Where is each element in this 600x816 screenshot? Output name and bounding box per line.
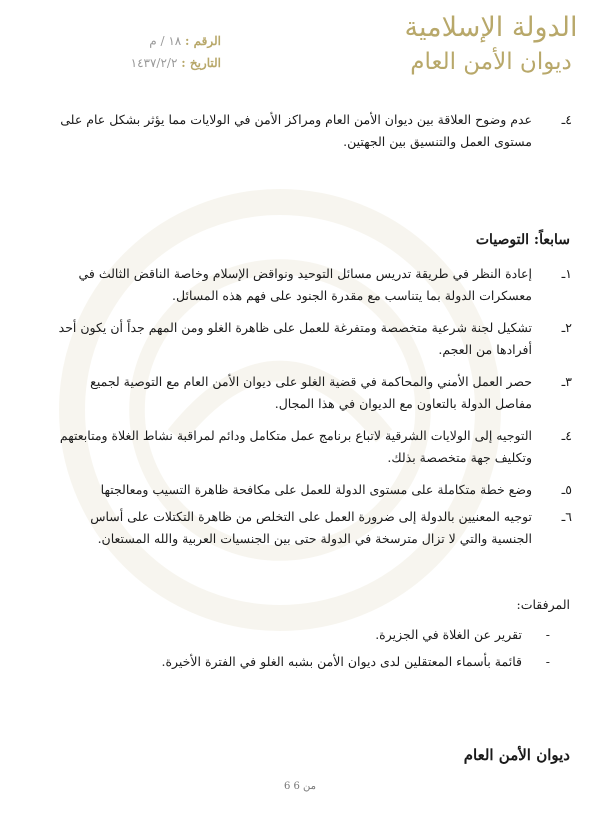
attachment-dash: - xyxy=(545,654,550,669)
date-row xyxy=(86,52,221,74)
attachment-text: تقرير عن الغلاة في الجزيرة. xyxy=(375,627,522,642)
date-value: ١٤٣٧/٢/٢ xyxy=(130,56,178,70)
reference-label: الرقم : xyxy=(185,34,221,48)
item-text: إعادة النظر في طريقة تدريس مسائل التوحيد ونواقض الإسلام وخاصة الناقض الثالث في معسكرات الدولة بما يتناسب مع مقدرة الجنود على فهم هذه المسائل. xyxy=(78,266,532,303)
logo-line-state: الدولة الإسلامية xyxy=(404,12,578,43)
item-text: تشكيل لجنة شرعية متخصصة ومتفرغة للعمل على ظاهرة الغلو ومن المهم جداً أن يكون أحد أفرادها من العجم. xyxy=(58,320,532,357)
recommendation-item xyxy=(54,506,572,550)
item-number: ٢ـ xyxy=(561,320,572,335)
item-number: ١ـ xyxy=(561,266,572,281)
recommendation-item xyxy=(54,371,572,415)
recommendation-item xyxy=(54,479,572,501)
item-number: ٥ـ xyxy=(561,482,572,497)
date-label: التاريخ : xyxy=(181,56,221,70)
item-number: ٣ـ xyxy=(561,374,572,389)
attachments-title: المرفقات: xyxy=(516,597,570,612)
recommendations-heading: سابعاً: التوصيات xyxy=(475,232,570,248)
logo-line-department: ديوان الأمن العام xyxy=(410,49,572,75)
item-text: حصر العمل الأمني والمحاكمة في قضية الغلو على ديوان الأمن العام مع التوصية لجميع مفاصل الدولة بالتعاون مع الديوان في هذا المجال. xyxy=(90,374,532,411)
item-text: التوجيه إلى الولايات الشرقية لاتباع برنامج عمل متكامل ودائم لمراقبة نشاط الغلاة ومتابعتهم وتكليف جهة متخصصة بذلك. xyxy=(59,428,532,465)
item-number: ٤ـ xyxy=(561,428,572,443)
attachment-text: قائمة بأسماء المعتقلين لدى ديوان الأمن بشبه الغلو في الفترة الأخيرة. xyxy=(161,654,522,669)
recommendation-item xyxy=(54,425,572,469)
attachment-dash: - xyxy=(545,627,550,642)
attachment-item xyxy=(375,627,550,642)
recommendation-item xyxy=(54,263,572,307)
item-text: عدم وضوح العلاقة بين ديوان الأمن العام ومراكز الأمن في الولايات مما يؤثر بشكل عام على مستوى العمل والتنسيق بين الجهتين. xyxy=(60,112,532,149)
header-logo xyxy=(396,10,586,90)
item-number: ٦ـ xyxy=(561,509,572,524)
item-text: توجيه المعنيين بالدولة إلى ضرورة العمل على التخلص من ظاهرة التكتلات على أساس الجنسية والتي لا تزال مترسخة في الدولة حتى بين الجنسيات العربية والله المستعان. xyxy=(90,509,532,546)
footer-signature: ديوان الأمن العام xyxy=(463,746,570,764)
intro-item xyxy=(54,109,572,153)
reference-value: ١٨ / م xyxy=(149,34,182,48)
document-meta xyxy=(86,30,221,74)
attachment-item xyxy=(161,654,550,669)
item-number: ٤ـ xyxy=(561,112,572,127)
item-text: وضع خطة متكاملة على مستوى الدولة للعمل على مكافحة ظاهرة التسيب ومعالجتها xyxy=(100,482,532,497)
page-number: 6 من 6 xyxy=(283,781,317,792)
reference-row xyxy=(86,30,221,52)
recommendation-item xyxy=(54,317,572,361)
